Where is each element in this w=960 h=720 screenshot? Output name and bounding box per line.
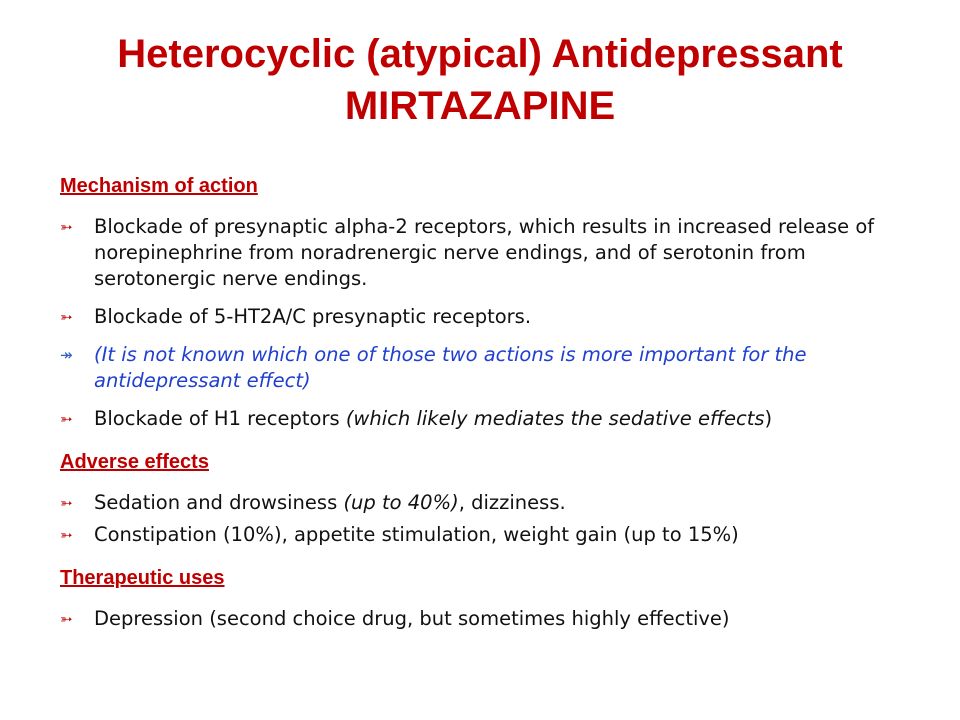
uses-heading: Therapeutic uses (60, 567, 225, 589)
adverse-heading: Adverse effects (60, 451, 209, 473)
title-line-1: Heterocyclic (atypical) Antidepressant (117, 32, 843, 76)
mechanism-item-alpha2 (60, 214, 900, 292)
mechanism-item-suffix: ) (764, 407, 773, 430)
mechanism-item-text: Blockade of H1 receptors (94, 407, 346, 430)
uses-item-depression (60, 606, 900, 632)
slide-title (40, 28, 920, 132)
double-arrow-bullet-icon: ↠ (60, 346, 73, 364)
title-line-2: MIRTAZAPINE (344, 84, 616, 128)
uses-item-text: Depression (second choice drug, but sometimes highly effective) (94, 607, 730, 630)
mechanism-item-h1 (60, 406, 900, 432)
adverse-item-text: Sedation and drowsiness (94, 491, 344, 514)
adverse-item-text: Constipation (10%), appetite stimulation, weight gain (up to 15%) (94, 523, 739, 546)
arrow-bullet-icon: ➳ (60, 410, 73, 428)
arrow-bullet-icon: ➳ (60, 218, 73, 236)
adverse-item-sedation (60, 490, 900, 516)
mechanism-heading: Mechanism of action (60, 175, 258, 197)
adverse-item-constipation (60, 522, 900, 548)
arrow-bullet-icon: ➳ (60, 494, 73, 512)
mechanism-item-5ht2 (60, 304, 900, 330)
mechanism-item-text: Blockade of 5-HT2A/C presynaptic receptors. (94, 305, 532, 328)
adverse-item-suffix: , dizziness. (458, 491, 566, 514)
adverse-item-italic: (up to 40%) (343, 491, 459, 514)
arrow-bullet-icon: ➳ (60, 610, 73, 628)
mechanism-note-text: (It is not known which one of those two actions is more important for the antidepressant effect) (94, 343, 807, 392)
arrow-bullet-icon: ➳ (60, 526, 73, 544)
mechanism-note (60, 342, 900, 394)
slide-content (60, 172, 900, 644)
arrow-bullet-icon: ➳ (60, 308, 73, 326)
mechanism-item-text: Blockade of presynaptic alpha-2 receptors, which results in increased release of norepinephrine from noradrenergic nerve endings, and of serotonin from serotonergic nerve endings. (94, 215, 875, 290)
mechanism-item-italic: (which likely mediates the sedative effects (345, 407, 765, 430)
